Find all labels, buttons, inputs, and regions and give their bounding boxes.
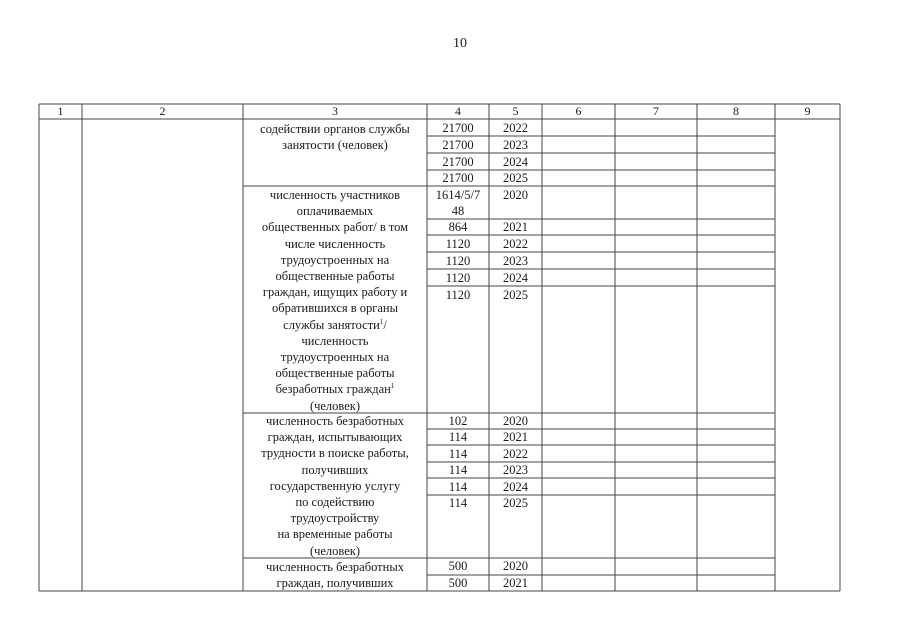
value-cell: 1614/5/7 [435,188,481,202]
value-cell: 114 [448,463,468,477]
value-cell: 48 [451,204,465,218]
value-cell: 500 [448,559,468,573]
indicator-description: численность безработных граждан, испытывающих трудности в поиске работы, получивших государственную услугу по содействию трудоустройству на временные работы (человек) [261,414,409,558]
year-cell: 2021 [503,576,528,590]
year-cell: 2023 [503,463,528,477]
page-number: 10 [453,36,467,51]
year-cell: 2022 [503,447,528,461]
header-col-5: 5 [512,104,519,118]
year-cell: 2024 [503,271,528,285]
year-cell: 2025 [503,288,528,302]
year-cell: 2024 [503,480,528,494]
value-cell: 864 [448,220,468,234]
year-cell: 2023 [503,138,528,152]
indicator-description: содействии органов службы занятости (человек) [260,122,410,153]
year-cell: 2023 [503,254,528,268]
value-cell: 1120 [445,271,471,285]
indicator-description: численность безработных граждан, получивших [266,560,404,591]
year-cell: 2022 [503,237,528,251]
header-col-1: 1 [57,104,64,118]
header-col-6: 6 [575,104,582,118]
header-col-3: 3 [332,104,338,118]
value-cell: 114 [448,480,468,494]
year-cell: 2025 [503,171,528,185]
value-cell: 114 [448,430,468,444]
value-cell: 1120 [445,288,471,302]
value-cell: 114 [448,496,468,510]
header-col-8: 8 [733,104,739,118]
indicator-description: численность участников оплачиваемых общественных работ/ в том числе численность трудоустроенных на общественные работы граждан, ищущих работу и обратившихся в органы службы занятости$^1$/ численность трудоустроенных на общественные работы безработных граждан$^1$ (человек) [261,188,409,413]
year-cell: 2021 [503,220,528,234]
value-cell: 21700 [442,121,474,135]
year-cell: 2025 [503,496,528,510]
value-cell: 21700 [442,171,474,185]
year-cell: 2020 [503,559,528,573]
year-cell: 2021 [503,430,528,444]
year-cell: 2024 [503,155,528,169]
value-cell: 21700 [442,138,474,152]
value-cell: 1120 [445,237,471,251]
value-cell: 1120 [445,254,471,268]
header-col-9: 9 [804,104,811,118]
year-cell: 2022 [503,121,528,135]
value-cell: 102 [448,414,468,428]
value-cell: 114 [448,447,468,461]
value-cell: 500 [448,576,468,590]
header-col-4: 4 [455,104,461,118]
value-cell: 21700 [442,155,474,169]
header-col-2: 2 [159,104,166,118]
year-cell: 2020 [503,414,528,428]
year-cell: 2020 [503,188,528,202]
header-col-7: 7 [653,104,659,118]
